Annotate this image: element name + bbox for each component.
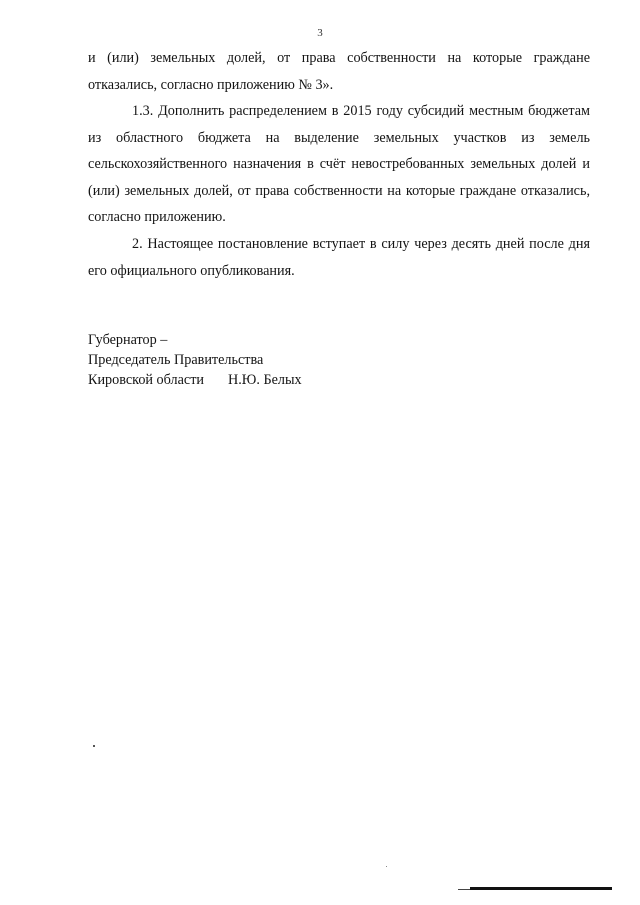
signature-region: Кировской области bbox=[88, 372, 204, 388]
signature-title-line-2: Председатель Правительства bbox=[88, 352, 264, 368]
paragraph-text: и (или) земельных долей, от права собственности на которые граждане отказались, согласно приложению № 3». bbox=[88, 50, 590, 93]
footer-rule bbox=[470, 887, 612, 890]
paragraph-2 bbox=[88, 231, 590, 284]
signature-title-line-3 bbox=[88, 370, 302, 390]
page-number: 3 bbox=[317, 27, 323, 39]
scan-speck bbox=[386, 866, 387, 867]
paragraph-text: 2. Настоящее постановление вступает в силу через десять дней после дня его официального опубликования. bbox=[88, 236, 590, 279]
scan-speck bbox=[93, 745, 95, 747]
paragraph-text: 1.3. Дополнить распределением в 2015 году субсидий местным бюджетам из областного бюджета на выделение земельных участков из земель сельскохозяйственного назначения в счёт невостребованных земельных долей и (или) земельных долей, от права собственности на которые граждане отказались, согласно приложению. bbox=[88, 103, 590, 225]
paragraph-continuation bbox=[88, 45, 590, 98]
signature-title-line-1: Губернатор – bbox=[88, 332, 168, 348]
paragraph-1-3 bbox=[88, 98, 590, 231]
signatory-name: Н.Ю. Белых bbox=[228, 372, 302, 388]
signature-block bbox=[88, 330, 302, 390]
